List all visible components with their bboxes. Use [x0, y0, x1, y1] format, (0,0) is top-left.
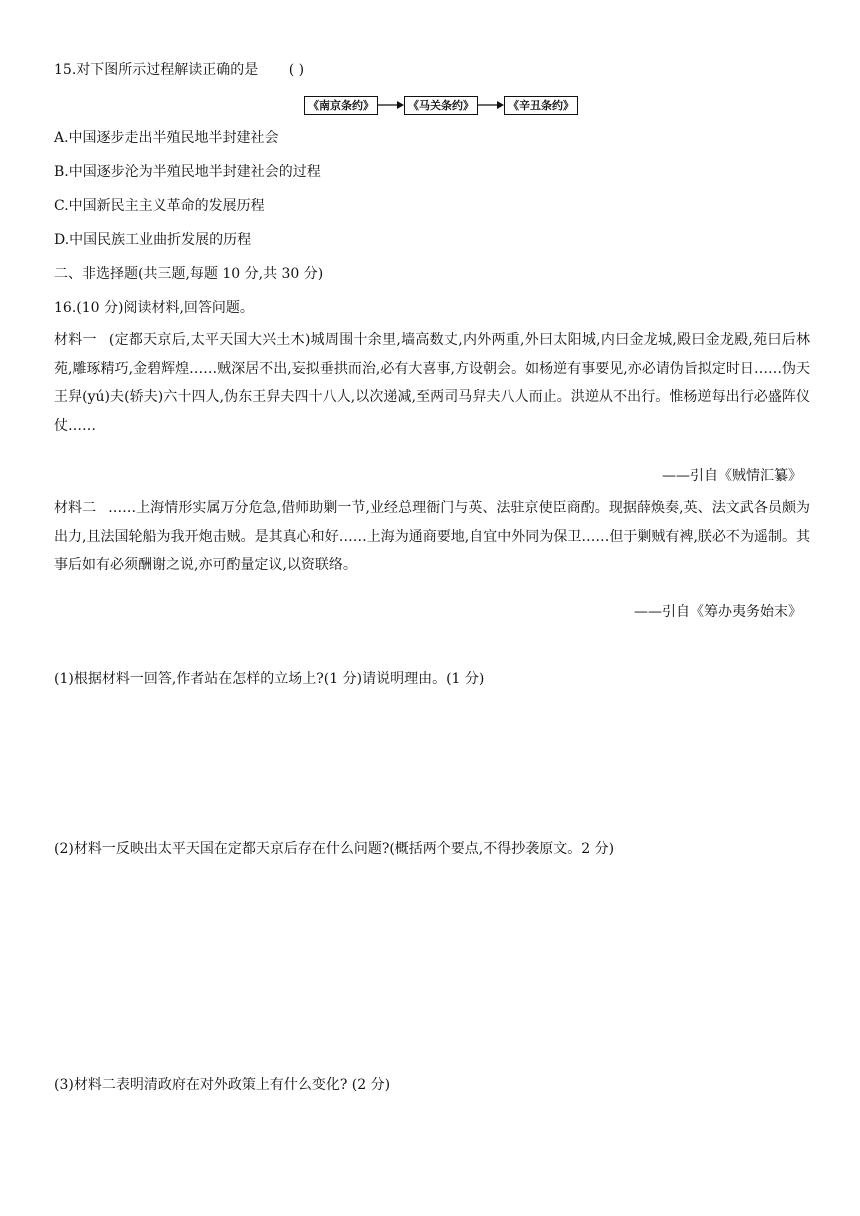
material-one-label: 材料一	[54, 332, 97, 348]
q15-stem-line	[54, 60, 304, 80]
flow-arrow-icon	[378, 99, 404, 111]
q16-sub2: (2)材料一反映出太平天国在定都天京后存在什么问题?(概括两个要点,不得抄袭原文。2 分)	[54, 841, 615, 857]
q15-option-a: A.中国逐步走出半殖民地半封建社会	[54, 130, 279, 146]
q15-stem: 15.对下图所示过程解读正确的是	[54, 62, 259, 78]
section-heading: 二、非选择题(共三题,每题 10 分,共 30 分)	[54, 266, 324, 282]
flow-arrow-icon	[478, 99, 504, 111]
treaty-flow-diagram	[304, 95, 578, 115]
treaty-box-maguan: 《马关条约》	[404, 96, 478, 115]
treaty-box-nanjing: 《南京条约》	[304, 96, 378, 115]
material-two-text: ……上海情形实属万分危急,借师助剿一节,业经总理衙门与英、法驻京使臣商酌。现据薛焕奏,英、法文武各员颇为出力,且法国轮船为我开炮击贼。是其真心和好……上海为通商要地,自宜中外同为保卫……但于剿贼有裨,朕必不为遥制。其事后如有必须酬谢之说,亦可酌量定议,以资联络。	[54, 500, 810, 573]
q16-sub1: (1)根据材料一回答,作者站在怎样的立场上?(1 分)请说明理由。(1 分)	[54, 671, 485, 687]
material-one	[54, 326, 810, 440]
material-two-label: 材料二	[54, 500, 97, 516]
q15-option-b: B.中国逐步沦为半殖民地半封建社会的过程	[54, 164, 321, 180]
q15-option-c: C.中国新民主主义革命的发展历程	[54, 198, 265, 214]
material-one-text: (定都天京后,太平天国大兴土木)城周围十余里,墙高数丈,内外两重,外曰太阳城,内曰金龙城,殿曰金龙殿,苑曰后林苑,雕琢精巧,金碧辉煌……贼深居不出,妄拟垂拱而治,必有大喜事,方设朝会。如杨逆有事要见,亦必请伪旨拟定时日……伪天王舁(yú)夫(轿夫)六十四人,伪东王舁夫四十八人,以次递减,至两司马舁夫八人而止。洪逆从不出行。惟杨逆每出行必盛阵仪仗……	[54, 332, 810, 434]
material-two-source: ——引自《筹办夷务始末》	[634, 604, 802, 620]
q15-option-d: D.中国民族工业曲折发展的历程	[54, 232, 252, 248]
q15-answer-bracket: ( )	[288, 62, 305, 78]
q16-intro: 16.(10 分)阅读材料,回答问题。	[54, 300, 254, 316]
q16-sub3: (3)材料二表明清政府在对外政策上有什么变化? (2 分)	[54, 1077, 391, 1093]
material-two	[54, 494, 810, 580]
material-one-source: ——引自《贼情汇纂》	[662, 468, 802, 484]
treaty-box-xinchou: 《辛丑条约》	[504, 96, 578, 115]
